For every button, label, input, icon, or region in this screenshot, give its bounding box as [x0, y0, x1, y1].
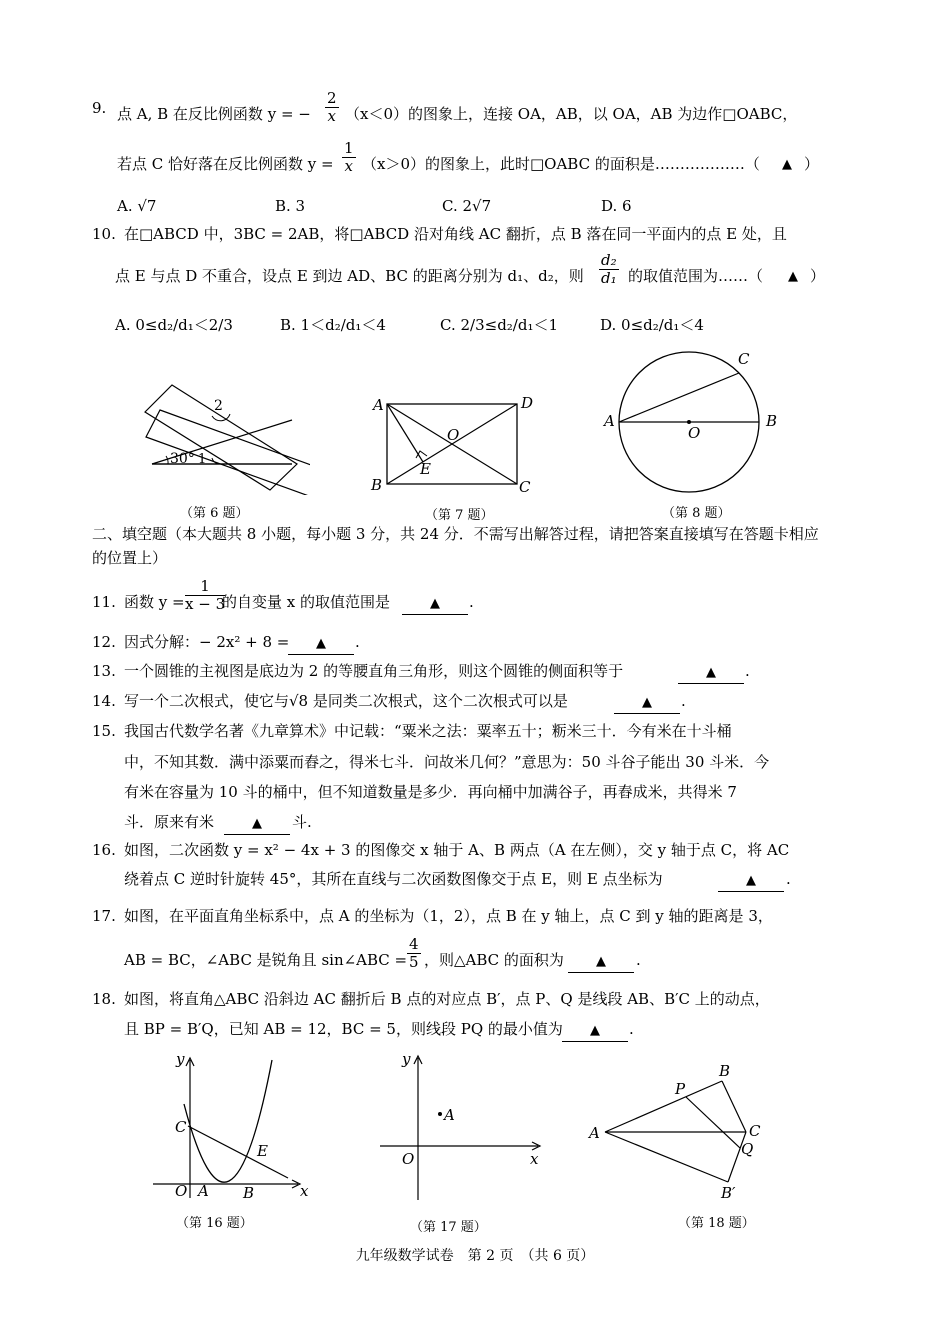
q11-end: .	[469, 593, 474, 611]
fig18-segment-pq	[686, 1097, 740, 1148]
q9-text-a: 点 A, B 在反比例函数 y = −	[117, 105, 311, 123]
q9-option-d: D. 6	[601, 197, 632, 215]
q10-text-2: 点 E 与点 D 不重合，设点 E 到边 AD、BC 的距离分别为 d₁、d₂，则	[115, 267, 584, 285]
q17-text-2: AB = BC，∠ABC 是锐角且 sin∠ABC =	[124, 951, 408, 969]
q10-option-c: C. 2/3≤d₂/d₁＜1	[440, 316, 559, 334]
fig7-label-o: O	[447, 426, 460, 444]
fig17-label-x: x	[530, 1150, 539, 1168]
q12-end: .	[355, 633, 360, 651]
q15-text-3: 有米在容量为 10 斗的桶中，但不知道数量是多少．再向桶中加满谷子，再舂成米，共得米 7	[124, 783, 737, 801]
q13-text: 一个圆锥的主视图是底边为 2 的等腰直角三角形，则这个圆锥的侧面积等于	[124, 662, 624, 680]
q10-option-a: A. 0≤d₂/d₁＜2/3	[115, 316, 233, 334]
fig7-label-e: E	[420, 460, 431, 478]
q9-paren-end: ）	[804, 155, 820, 173]
q11-text-a: 函数 y =	[124, 593, 185, 611]
fig7-label-c: C	[519, 478, 531, 496]
q15-number: 15.	[92, 722, 116, 740]
figure-7	[365, 390, 545, 500]
q18-end: .	[629, 1020, 634, 1038]
fig16-label-o: O	[175, 1182, 188, 1200]
q18-text-2: 且 BP = B′Q，已知 AB = 12，BC = 5，则线段 PQ 的最小值为	[124, 1020, 563, 1038]
q10-number: 10.	[92, 225, 116, 243]
fig17-label-y: y	[402, 1050, 411, 1068]
caption-fig17: （第 17 题）	[410, 1220, 487, 1235]
q11-answer-blank: ▲	[402, 592, 468, 615]
q14-end: .	[681, 692, 686, 710]
q9-fraction: $\frac{2}{x}$	[327, 89, 337, 125]
fig16-label-b: B	[243, 1184, 255, 1202]
fig16-parabola	[184, 1060, 272, 1182]
q12-text: 因式分解：− 2x² + 8 =	[124, 633, 290, 651]
fig18-label-q: Q	[741, 1140, 754, 1158]
fig16-label-a: A	[198, 1182, 209, 1200]
fig7-label-d: D	[521, 394, 534, 412]
q11-text-b: 的自变量 x 的取值范围是	[222, 593, 390, 611]
fig17-label-o: O	[402, 1150, 415, 1168]
fig6-angle-label: 30°	[170, 451, 195, 467]
q9-answer-mark: ▲	[782, 157, 792, 172]
fig8-label-c: C	[738, 350, 750, 368]
q17-text-1: 如图，在平面直角坐标系中，点 A 的坐标为（1，2），点 B 在 y 轴上，点 C 到 y 轴的距离是 3，	[124, 907, 773, 925]
caption-fig7: （第 7 题）	[425, 508, 494, 523]
fig16-label-e: E	[257, 1142, 268, 1160]
q17-number: 17.	[92, 907, 116, 925]
figure-16	[148, 1050, 318, 1210]
caption-fig6: （第 6 题）	[180, 506, 249, 521]
q10-answer-mark: ▲	[788, 269, 798, 284]
q17-fraction: $\frac{4}{5}$	[409, 935, 419, 971]
fig7-label-b: B	[371, 476, 383, 494]
q18-number: 18.	[92, 990, 116, 1008]
fig16-label-c: C	[175, 1118, 187, 1136]
q16-text-2: 绕着点 C 逆时针旋转 45°，其所在直线与二次函数图像交于点 E，则 E 点坐标为	[124, 870, 663, 888]
q16-end: .	[786, 870, 791, 888]
section-2-title: 二、填空题（本大题共 8 小题，每小题 3 分，共 24 分．不需写出解答过程，请把答案直接填写在答题卡相应的位置上）	[92, 525, 819, 567]
q9-option-b: B. 3	[275, 197, 306, 215]
caption-fig18: （第 18 题）	[678, 1216, 755, 1231]
fig6-label-1: 1	[198, 452, 207, 467]
fig18-label-p: P	[675, 1080, 686, 1098]
q15-end: 斗.	[292, 813, 312, 831]
q11-fraction: $\frac{1}{x - 3}$	[185, 577, 226, 613]
q15-answer-blank: ▲	[224, 812, 290, 835]
fig8-label-o: O	[688, 424, 701, 442]
q10-paren-end: ）	[810, 267, 826, 285]
q13-number: 13.	[92, 662, 116, 680]
fig16-line-ce	[188, 1126, 288, 1178]
fig7-label-a: A	[373, 396, 384, 414]
q10-option-b: B. 1＜d₂/d₁＜4	[280, 316, 386, 334]
q9-number: 9.	[92, 99, 107, 117]
q9-fraction-2: $\frac{1}{x}$	[344, 139, 354, 175]
q9-text-d: （x＞0）的图象上，此时□OABC 的面积是………………（	[362, 155, 760, 173]
q9-text-c: 若点 C 恰好落在反比例函数 y =	[117, 155, 334, 173]
figure-17	[378, 1050, 548, 1210]
q14-text: 写一个二次根式，使它与√8 是同类二次根式，这个二次根式可以是	[124, 692, 568, 710]
q15-text-1: 我国古代数学名著《九章算术》中记载：“粟米之法：粟率五十；粝米三十．今有米在十斗桶	[124, 722, 732, 740]
fig18-label-b: B	[719, 1062, 731, 1080]
q10-text-1: 在□ABCD 中，3BC = 2AB，将□ABCD 沿对角线 AC 翻折，点 B 落在同一平面内的点 E 处，且	[124, 225, 787, 243]
q17-end: .	[636, 951, 641, 969]
q10-text-3: 的取值范围为……（	[628, 267, 764, 285]
q13-answer-blank: ▲	[678, 661, 744, 684]
q14-number: 14.	[92, 692, 116, 710]
q16-number: 16.	[92, 841, 116, 859]
q12-number: 12.	[92, 633, 116, 651]
q9-option-c: C. 2√7	[442, 197, 492, 215]
q18-text-1: 如图，将直角△ABC 沿斜边 AC 翻折后 B 点的对应点 B′，点 P、Q 是线段 AB、B′C 上的动点，	[124, 990, 770, 1008]
fig18-label-a: A	[589, 1124, 600, 1142]
fig18-label-c: C	[749, 1122, 761, 1140]
q15-text-4: 斗．原来有米	[124, 813, 215, 831]
fig17-label-a: A	[444, 1106, 455, 1124]
q17-text-3: ，则△ABC 的面积为	[424, 951, 564, 969]
fig17-point-a	[438, 1112, 442, 1116]
q11-number: 11.	[92, 593, 116, 611]
caption-fig8: （第 8 题）	[662, 506, 731, 521]
figure-18	[585, 1058, 785, 1208]
q16-text-1: 如图，二次函数 y = x² − 4x + 3 的图像交 x 轴于 A、B 两点（A 在左侧），交 y 轴于点 C，将 AC	[124, 841, 790, 859]
fig18-label-b-prime: B′	[721, 1184, 736, 1202]
fig16-label-y: y	[176, 1050, 185, 1068]
q17-answer-blank: ▲	[568, 950, 634, 973]
q13-end: .	[745, 662, 750, 680]
q16-answer-blank: ▲	[718, 869, 784, 892]
q12-answer-blank: ▲	[288, 632, 354, 655]
q18-answer-blank: ▲	[562, 1019, 628, 1042]
q14-answer-blank: ▲	[614, 691, 680, 714]
q10-option-d: D. 0≤d₂/d₁＜4	[600, 316, 704, 334]
q9-option-a: A. √7	[117, 197, 157, 215]
fig16-label-x: x	[300, 1182, 309, 1200]
caption-fig16: （第 16 题）	[176, 1216, 253, 1231]
fig8-label-a: A	[604, 412, 615, 430]
fig8-label-b: B	[766, 412, 778, 430]
page-footer: 九年级数学试卷 第 2 页 （共 6 页）	[355, 1248, 595, 1264]
fig6-label-2: 2	[214, 398, 223, 414]
q15-text-2: 中，不知其数．满中添粟而舂之，得米七斗．问故米几何？”意思为：50 斗谷子能出 30 斗米．今	[124, 753, 770, 771]
q9-text-b: （x＜0）的图象上，连接 OA，AB，以 OA，AB 为边作□OABC，	[345, 105, 798, 123]
figure-6	[140, 380, 310, 495]
q10-fraction: $\frac{\text{d₂}}{\text{d₁}}$	[601, 251, 617, 287]
figure-8	[600, 340, 790, 500]
